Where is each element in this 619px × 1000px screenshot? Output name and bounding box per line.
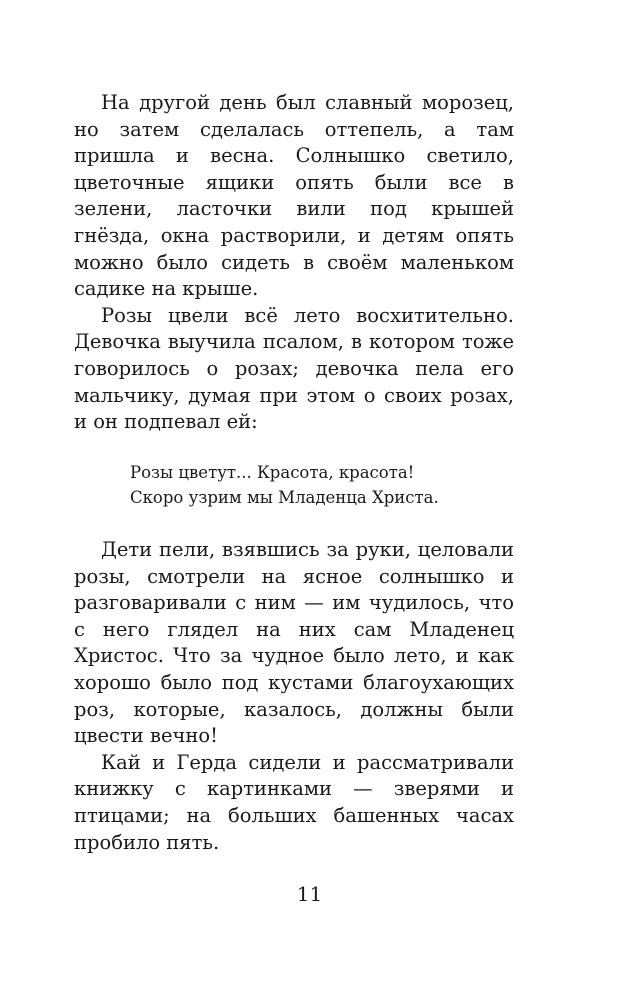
paragraph-spring: На другой день был славный морозец, но затем сделалась оттепель, а там пришла и весна. Солнышко светило, цветочные ящики опять были все в зелени, ласточки вили под крышей гнёзда, окна растворили, и детям опять можно было сидеть в своём маленьком садике на крыше. (74, 91, 514, 301)
paragraph-roses: Розы цвели всё лето восхитительно. Девочка выучила псалом, в котором тоже говорилось о розах; девочка пела его мальчику, думая при этом о своих розах, и он подпевал ей: (74, 303, 514, 434)
page-number: 11 (296, 882, 323, 906)
poem-line: Розы цветут... Красота, красота! (130, 463, 415, 482)
poem-line: Скоро узрим мы Младенца Христа. (130, 488, 439, 507)
psalm-verse (130, 460, 530, 510)
text-block-bottom (74, 537, 514, 856)
paragraph-children-singing: Дети пели, взявшись за руки, целовали розы, смотрели на ясное солнышко и разговаривали с ним — им чудилось, что с него глядел на них сам Младенец Христос. Что за чудное было лето, и как хорошо было под кустами благоухающих роз, которые, казалось, должны были цвести вечно! (74, 538, 514, 748)
paragraph-kai-gerda: Кай и Герда сидели и рассматривали книжку с картинками — зверями и птицами; на больших башенных часах пробило пять. (74, 750, 514, 854)
text-block-top (74, 90, 514, 436)
